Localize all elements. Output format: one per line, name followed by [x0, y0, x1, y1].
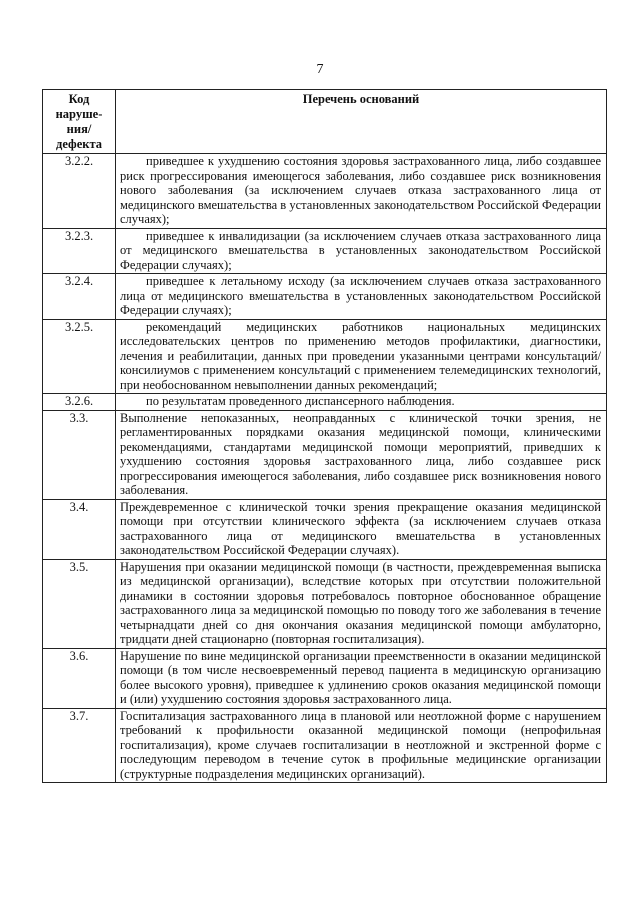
- header-code: Код наруше-ния/ дефекта: [43, 90, 116, 154]
- grounds-table: [42, 89, 607, 783]
- table-row: [43, 410, 607, 499]
- table-row: [43, 228, 607, 274]
- table-body: [43, 154, 607, 783]
- row-code: 3.2.5.: [43, 319, 116, 394]
- page-number: 7: [316, 62, 324, 77]
- row-text: по результатам проведенного диспансерного наблюдения.: [116, 394, 607, 411]
- table-row: [43, 499, 607, 559]
- row-text: приведшее к ухудшению состояния здоровья застрахованного лица, либо создавшее риск прогрессирования имеющегося заболевания, либо создавшее риск возникновения нового заболевания (за исключением случаев отказа застрахованного лица от медицинского вмешательства в установленных законодательством Российской Федерации случаях);: [116, 154, 607, 229]
- row-text: приведшее к инвалидизации (за исключением случаев отказа застрахованного лица от медицинского вмешательства в установленных законодательством Российской Федерации случаях);: [116, 228, 607, 274]
- row-code: 3.3.: [43, 410, 116, 499]
- row-text: рекомендаций медицинских работников национальных медицинских исследовательских центров по применению методов профилактики, диагностики, лечения и реабилитации, данных при проведении указанными центрами консультаций/консилиумов с применением консультаций с применением телемедицинских технологий, при необоснованном невыполнении данных рекомендаций;: [116, 319, 607, 394]
- table-row: [43, 648, 607, 708]
- row-text: Выполнение непоказанных, неоправданных с клинической точки зрения, не регламентированных порядками оказания медицинской помощи, клиническими рекомендациями, стандартами медицинской помощи мероприятий, приведших к ухудшению состояния здоровья застрахованного лица, либо создавшее риск прогрессирования имеющегося заболевания, либо создавшее риск возникновения нового заболевания.: [116, 410, 607, 499]
- row-text: Нарушение по вине медицинской организации преемственности в оказании медицинской помощи (в том числе несвоевременный перевод пациента в медицинскую организацию более высокого уровня), приведшее к удлинению сроков оказания медицинской помощи и (или) ухудшению состояния здоровья застрахованного лица.: [116, 648, 607, 708]
- row-code: 3.6.: [43, 648, 116, 708]
- table-row: [43, 394, 607, 411]
- row-code: 3.7.: [43, 708, 116, 783]
- row-code: 3.4.: [43, 499, 116, 559]
- table-row: [43, 559, 607, 648]
- row-text: приведшее к летальному исходу (за исключением случаев отказа застрахованного лица от медицинского вмешательства в установленных законодательством Российской Федерации случаях);: [116, 274, 607, 320]
- row-code: 3.2.6.: [43, 394, 116, 411]
- row-code: 3.2.3.: [43, 228, 116, 274]
- row-text: Нарушения при оказании медицинской помощи (в частности, преждевременная выписка из медицинской организации), вследствие которых при отсутствии положительной динамики в состоянии здоровья потребовалось повторное обоснованное обращение застрахованного лица за медицинской помощью по поводу того же заболевания в течение четырнадцати дней со дня окончания оказания медицинской помощи амбулаторно, тридцати дней стационарно (повторная госпитализация).: [116, 559, 607, 648]
- row-text: Преждевременное с клинической точки зрения прекращение оказания медицинской помощи при отсутствии клинического эффекта (за исключением случаев отказа застрахованного лица от медицинского вмешательства в установленных законодательством Российской Федерации случаях).: [116, 499, 607, 559]
- row-text: Госпитализация застрахованного лица в плановой или неотложной форме с нарушением требований к профильности оказанной медицинской помощи (непрофильная госпитализация), кроме случаев госпитализации в неотложной и экстренной форме с последующим переводом в течение суток в профильные медицинские организации (структурные подразделения медицинских организаций).: [116, 708, 607, 783]
- table-header-row: [43, 90, 607, 154]
- table-row: [43, 319, 607, 394]
- row-code: 3.2.4.: [43, 274, 116, 320]
- table-row: [43, 708, 607, 783]
- table-row: [43, 274, 607, 320]
- row-code: 3.2.2.: [43, 154, 116, 229]
- table-row: [43, 154, 607, 229]
- header-list: Перечень оснований: [116, 90, 607, 154]
- row-code: 3.5.: [43, 559, 116, 648]
